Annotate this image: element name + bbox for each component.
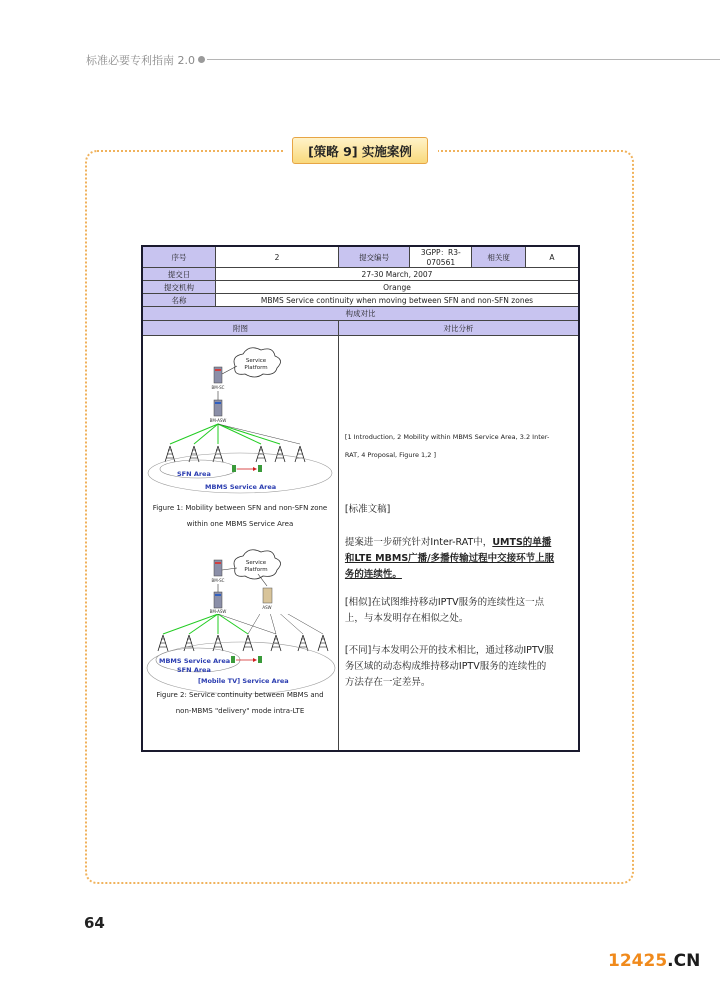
similar-line-1: [相似]在试图维持移动IPTV服务的连续性这一点	[344, 597, 545, 608]
phone-icon	[258, 465, 262, 472]
org-label: 提交机构	[142, 281, 216, 294]
similar-line-2: 上，与本发明存在相似之处。	[344, 613, 469, 624]
analysis-cell	[338, 336, 579, 752]
diff-line-1: [不同]与本发明公开的技术相比，通过移动IPTV服	[344, 645, 554, 656]
fig2-mbms-label: MBMS Service Area	[159, 657, 231, 665]
diff-line-3: 方法存在一定差异。	[344, 677, 431, 688]
server-icon	[263, 588, 272, 603]
phone-icon	[258, 656, 262, 663]
fig2-node2-label: BM-ASW	[209, 609, 227, 614]
org-value: Orange	[216, 281, 579, 294]
header-rule	[207, 59, 720, 60]
phone-icon	[231, 656, 235, 663]
proposal-line-2: 和LTE MBMS广播/多播传输过程中交接环节上服	[344, 553, 555, 564]
header-bullet	[198, 56, 205, 63]
submission-no-value: 3GPP：R3-070561	[410, 246, 472, 268]
cloud-text-2: Platform	[244, 365, 268, 371]
figure1-diagram	[148, 348, 332, 493]
network-diagrams	[143, 336, 337, 626]
date-value: 27-30 March, 2007	[216, 268, 579, 281]
fig2-mobile-tv-label: [Mobile TV] Service Area	[198, 677, 289, 685]
fig1-caption-1: Figure 1: Mobility between SFN and non-SFN zone	[152, 504, 328, 512]
cloud-text-1: Service	[245, 358, 267, 364]
figures-heading: 附图	[142, 321, 338, 336]
analysis-heading: 对比分析	[338, 321, 579, 336]
fig1-caption-2: within one MBMS Service Area	[186, 520, 294, 528]
figure2-diagram	[210, 550, 281, 614]
page-number: 64	[84, 914, 105, 932]
node2-label: BM-ASW	[209, 418, 227, 423]
watermark-logo: 12425.CN	[608, 951, 701, 971]
phone-icon	[232, 465, 236, 472]
running-header: 标准必要专利指南 2.0	[86, 54, 195, 67]
submission-no-label: 提交编号	[338, 246, 409, 268]
standard-heading: [标准文稿]	[344, 504, 391, 515]
seq-value: 2	[216, 246, 339, 268]
name-label: 名称	[142, 294, 216, 307]
proposal-line-3: 务的连续性。	[344, 569, 402, 580]
fig2-sfn-label: SFN Area	[177, 666, 211, 674]
fig2-caption-1: Figure 2: Service continuity between MBMS and	[156, 691, 324, 699]
seq-label: 序号	[142, 246, 216, 268]
name-value: MBMS Service continuity when moving between SFN and non-SFN zones	[216, 294, 579, 307]
cloud2-text-1: Service	[245, 560, 267, 566]
proposal-line-1: 提案进一步研究针对Inter-RAT中，UMTS的单播	[344, 537, 552, 548]
cloud2-text-2: Platform	[244, 567, 268, 573]
fig2-node3-label: ASW	[262, 605, 272, 610]
comparison-heading: 构成对比	[142, 307, 579, 321]
refs-line-2: RAT, 4 Proposal, Figure 1,2 ]	[344, 451, 436, 459]
comparison-table	[141, 245, 580, 752]
relevance-value: A	[525, 246, 579, 268]
section-title: [策略 9] 实施案例	[292, 137, 428, 164]
figures-cell	[142, 336, 338, 752]
sfn-label: SFN Area	[177, 470, 211, 478]
service-area-label: MBMS Service Area	[205, 483, 277, 491]
date-label: 提交日	[142, 268, 216, 281]
node1-label: BM-SC	[211, 385, 225, 390]
refs-line-1: [1 Introduction, 2 Mobility within MBMS Service Area, 3.2 Inter-	[344, 433, 550, 441]
diff-line-2: 务区域的动态构成维持移动IPTV服务的连续性的	[344, 661, 547, 672]
relevance-label: 相关度	[472, 246, 526, 268]
fig2-caption-2: non-MBMS "delivery" mode intra-LTE	[175, 707, 305, 715]
fig2-node1-label: BM-SC	[211, 578, 225, 583]
